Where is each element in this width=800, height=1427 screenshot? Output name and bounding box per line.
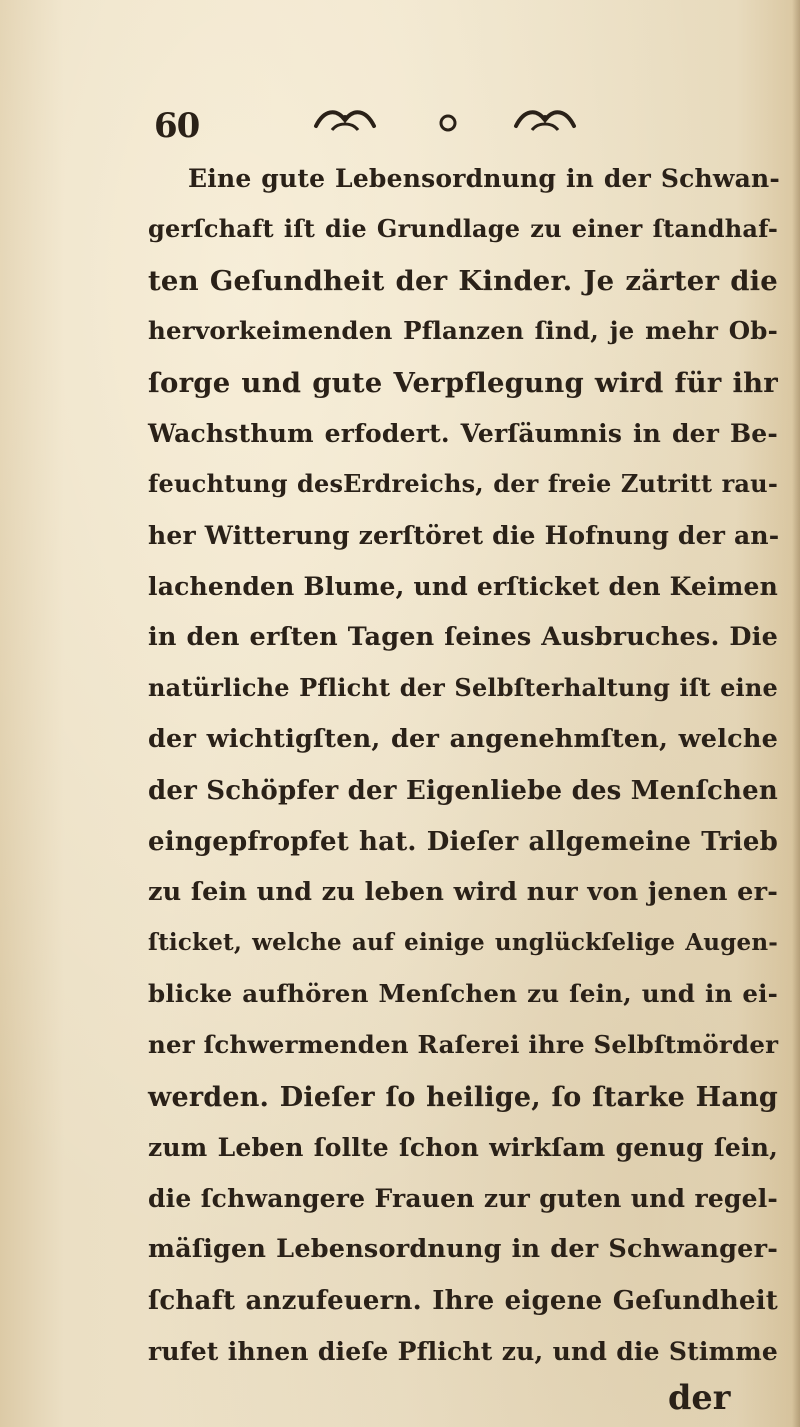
page-header (0, 100, 800, 160)
text-line: eingepfropfet hat. Dieſer allgemeine Trieb (148, 827, 778, 857)
text-line: gerſchaft iſt die Grundlage zu einer ſtandhaf- (148, 214, 778, 243)
text-line: ſchaft anzufeuern. Ihre eigene Geſundheit (148, 1286, 778, 1316)
text-line: werden. Dieſer ſo heilige, ſo ſtarke Hang (148, 1082, 778, 1113)
text-line: ſorge und gute Verpflegung wird für ihr (148, 367, 778, 399)
text-line: zum Leben ſollte ſchon wirkſam genug ſein, (148, 1133, 778, 1162)
page-number: 60 (154, 106, 200, 146)
text-line: natürliche Pflicht der Selbſterhaltung iſt eine (148, 673, 778, 702)
text-line: der wichtigſten, der angenehmſten, welche (148, 724, 778, 754)
text-line: ner ſchwermenden Raſerei ihre Selbſtmörder (148, 1030, 779, 1059)
ring-ornament-icon (437, 112, 459, 134)
text-line: die ſchwangere Frauen zur guten und regel- (148, 1184, 778, 1213)
text-line: mäſigen Lebensordnung in der Schwanger- (148, 1234, 778, 1264)
text-line: zu ſein und zu leben wird nur von jenen er- (148, 877, 778, 907)
text-line: blicke aufhören Menſchen zu ſein, und in ei- (148, 979, 778, 1008)
fleuron-left-icon (312, 100, 378, 140)
text-line: ſticket, welche auf einige unglückſelige Augen- (148, 929, 778, 956)
text-line: der Schöpfer der Eigenliebe des Menſchen (148, 776, 778, 806)
text-line: ten Geſundheit der Kinder. Je zärter die (148, 265, 778, 297)
text-line: Wachsthum erfodert. Verſäumnis in der Be- (148, 419, 778, 448)
page-edge-shadow (792, 0, 800, 1427)
text-line: rufet ihnen dieſe Pflicht zu, und die Stimme (148, 1337, 778, 1366)
text-line: her Witterung zerſtöret die Hofnung der an- (148, 521, 780, 550)
fleuron-right-icon (512, 100, 578, 140)
catchword: der (668, 1378, 731, 1417)
text-line: hervorkeimenden Pflanzen ſind, je mehr Ob- (148, 316, 778, 345)
text-line: feuchtung desErdreichs, der freie Zutritt rau- (148, 469, 778, 498)
text-line: lachenden Blume, und erſticket den Keimen (148, 572, 778, 601)
text-line: Eine gute Lebensordnung in der Schwan- (188, 164, 780, 193)
text-line: in den erſten Tagen ſeines Ausbruches. Die (148, 622, 778, 652)
